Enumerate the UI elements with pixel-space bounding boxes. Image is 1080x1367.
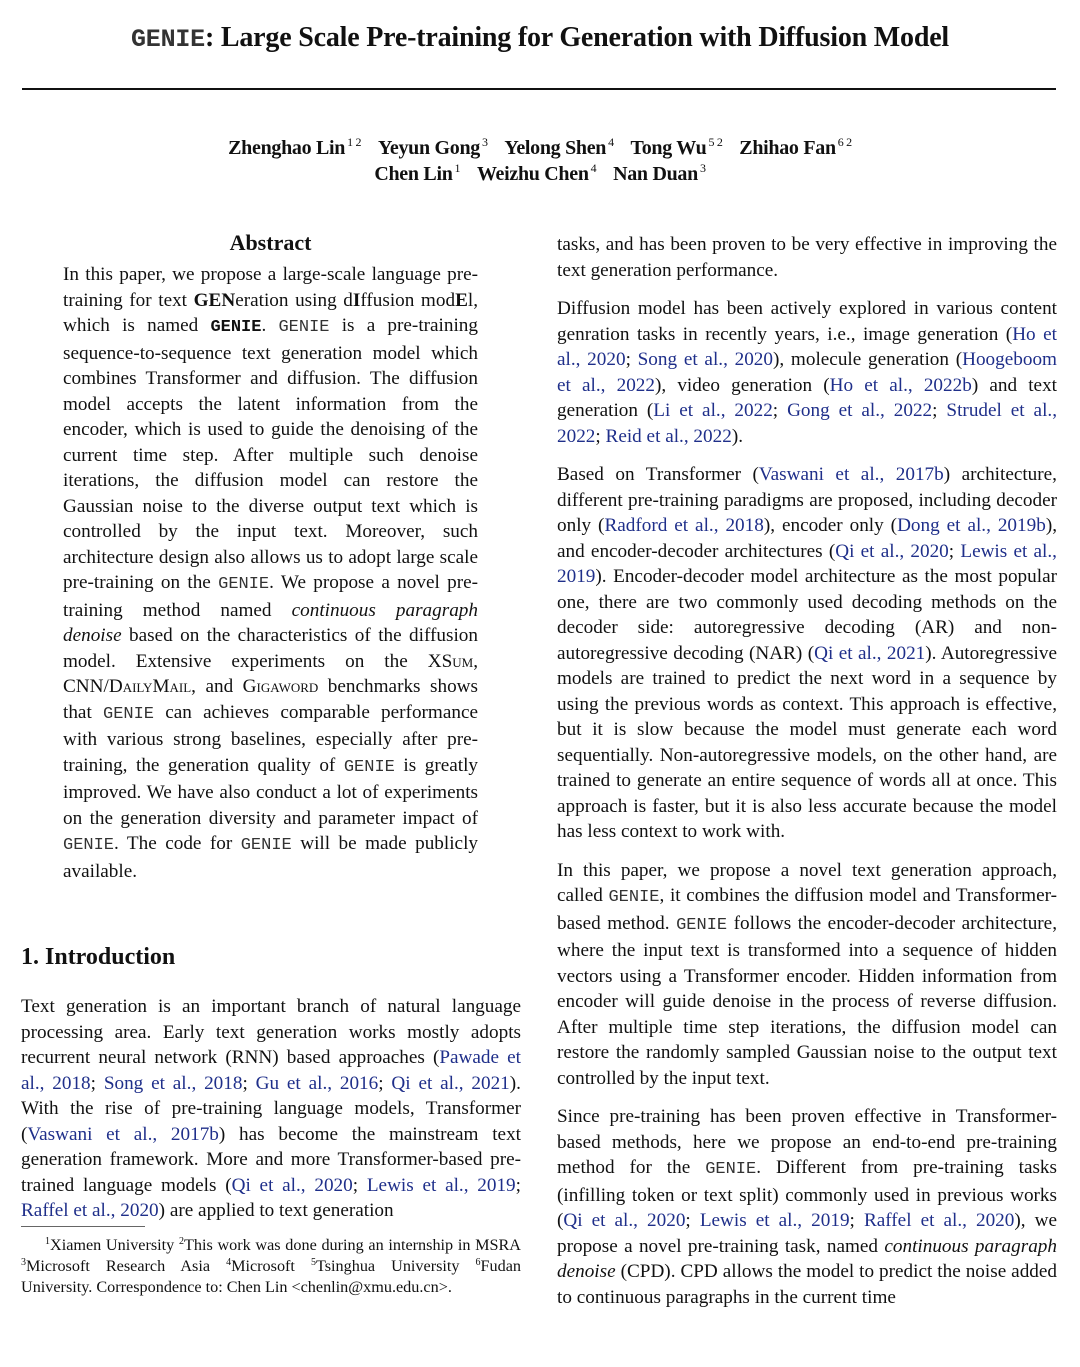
intro-paragraph: Text generation is an important branch of natural language processing area. Early text generation works mostly adopts recurrent neural network (RNN) based approaches (Pawade et al., 2018; Song et al., 2018; Gu et al., 2016; Qi et al., 2021). With the rise of pre-training language models, Transformer (Vaswani et al., 2017b) has become the mainstream text generation framework. More and more Transformer-based pre-trained language models (Qi et al., 2020; Lewis et al., 2019; Raffel et al., 2020) are applied to text generation — [21, 996, 521, 1221]
citation-link[interactable]: Raffel et al., 2020 — [863, 1210, 1015, 1231]
citation-link[interactable]: Song et al., 2020 — [637, 349, 773, 370]
genie-mono-term: GENIE — [705, 1160, 757, 1179]
footnote-marker: 1 — [45, 1236, 50, 1247]
author-affiliation: 4 — [608, 135, 614, 149]
dataset-name: XSum — [427, 650, 474, 672]
footnote-divider — [21, 1226, 145, 1227]
intro-paragraph: Since pre-training has been proven effective in Transformer-based methods, here we propose an end-to-end pre-training method for the GENIE. Different from pre-training tasks (infilling token or text split) commonly used in previous works (Qi et al., 2020; Lewis et al., 2019; Raffel et al., 2020), we propose a novel pre-training task, named continuous paragraph denoise (CPD). CPD allows the model to predict the noise added to continuous paragraphs in the current time — [557, 1106, 1057, 1308]
author: Zhihao Fan $^{6 2}$ — [739, 135, 852, 159]
footnote-marker: 6 — [475, 1257, 481, 1268]
author: Yeyun Gong $^3$ — [377, 135, 488, 159]
bold-text: GEN — [193, 289, 236, 311]
author: Nan Duan $^3$ — [613, 161, 706, 185]
genie-mono-term: GENIE — [343, 757, 395, 777]
citation-link[interactable]: Qi et al., 2021 — [391, 1072, 510, 1094]
citation-link[interactable]: Strudel et al., 2022 — [557, 400, 1057, 447]
author-affiliation: 6 2 — [837, 135, 852, 149]
section-heading-introduction: 1. Introduction — [21, 944, 176, 970]
citation-link[interactable]: Qi et al., 2021 — [814, 642, 926, 664]
citation-link[interactable]: Reid et al., 2022 — [605, 425, 732, 447]
citation-link[interactable]: Pawade et al., 2018 — [21, 1047, 521, 1094]
title-genie-mono: GENIE — [130, 25, 205, 54]
citation-link[interactable]: Lewis et al., 2019 — [557, 540, 1057, 587]
affiliation-footnote: $^1$Xiamen University $^2$This work was done during an internship in MSRA $^3$Microsoft Research Asia $^4$Microsoft $^5$Tsinghua University $^6$Fudan University. Correspondence to: Chen Lin <chenlin@xmu.edu.cn>. — [21, 1236, 521, 1296]
footnote-marker: 5 — [310, 1257, 316, 1268]
citation-link[interactable]: Ho et al., 2020 — [557, 323, 1057, 370]
title-text: : Large Scale Pre-training for Generation with Diffusion Model — [204, 22, 950, 53]
citation-link[interactable]: Raffel et al., 2020 — [21, 1200, 159, 1221]
genie-mono-term: GENIE — [218, 575, 270, 594]
italic-text: continuous paragraph denoise — [63, 599, 478, 646]
author-line-2 — [0, 161, 1080, 187]
citation-link[interactable]: Vaswani et al., 2017b — [27, 1123, 219, 1145]
abstract-heading: Abstract — [229, 230, 312, 255]
genie-mono-term: GENIE — [63, 836, 115, 855]
citation-link[interactable]: Gong et al., 2022 — [787, 400, 933, 421]
citation-link[interactable]: Ho et al., 2022b — [829, 374, 972, 396]
citation-link[interactable]: Lewis et al., 2019 — [366, 1174, 516, 1196]
dataset-name: CNN/DailyMail — [63, 676, 192, 697]
citation-link[interactable]: Radford et al., 2018 — [604, 515, 764, 536]
genie-mono-term: GENIE — [278, 318, 330, 337]
citation-link[interactable]: Li et al., 2022 — [653, 400, 773, 421]
author: Yelong Shen $^4$ — [504, 135, 614, 159]
footnote-marker: 4 — [226, 1257, 232, 1268]
abstract-section — [63, 230, 478, 884]
genie-mono-term: GENIE — [608, 888, 660, 907]
footnote-marker: 3 — [21, 1257, 26, 1268]
intro-paragraph: Diffusion model has been actively explored in various content genration tasks in recently years, i.e., image generation (Ho et al., 2020; Song et al., 2020), molecule generation (Hoogeboom et al., 2022), video generation (Ho et al., 2022b) and text generation (Li et al., 2022; Gong et al., 2022; Strudel et al., 2022; Reid et al., 2022). — [557, 298, 1057, 447]
genie-mono-term: GENIE — [676, 915, 728, 935]
author: Zhenghao Lin $^{1 2}$ — [228, 135, 362, 159]
citation-link[interactable]: Qi et al., 2020 — [563, 1210, 686, 1231]
abstract-paragraph: In this paper, we propose a large-scale language pre-training for text GENeration using dIffusion modEl, which is named GENIE. GENIE is a pre-training sequence-to-sequence text generation model which combines Transformer and diffusion. The diffusion model accepts the latent information from the encoder, which is used to guide the denoising of the current time step. After multiple such denoise iterations, the diffusion model can restore the Gaussian noise to the diverse output text which is controlled by the input text. Moreover, such architecture design also allows us to adopt large scale pre-training on the GENIE. We propose a novel pre-training method named continuous paragraph denoise based on the characteristics of the diffusion model. Extensive experiments on the XSum, CNN/DailyMail, and Gigaword benchmarks shows that GENIE can achieves comparable performance with various strong baselines, especially after pre-training, the generation quality of GENIE is greatly improved. We have also conduct a lot of experiments on the generation diversity and parameter impact of GENIE. The code for GENIE will be made publicly available. — [63, 264, 479, 882]
genie-mono-term: GENIE — [210, 318, 262, 337]
footnote-marker: 2 — [178, 1236, 184, 1247]
right-column-introduction — [557, 232, 1057, 1323]
citation-link[interactable]: Qi et al., 2020 — [835, 540, 949, 562]
author-affiliation: 4 — [590, 161, 597, 175]
bold-text: E — [455, 289, 468, 311]
dataset-name: Gigaword — [242, 676, 319, 697]
genie-mono-term: GENIE — [240, 836, 292, 855]
citation-link[interactable]: Gu et al., 2016 — [255, 1072, 379, 1094]
intro-paragraph: tasks, and has been proven to be very effective in improving the text generation performance. — [557, 234, 1057, 281]
citation-link[interactable]: Lewis et al., 2019 — [699, 1210, 850, 1231]
author-affiliation: 3 — [481, 135, 488, 149]
italic-text: continuous paragraph denoise — [557, 1235, 1057, 1282]
genie-mono-term: GENIE — [103, 704, 155, 724]
author-list — [0, 135, 1080, 187]
citation-link[interactable]: Vaswani et al., 2017b — [758, 464, 944, 485]
author-affiliation: 5 2 — [708, 135, 723, 149]
author-affiliation: 1 2 — [347, 135, 362, 149]
citation-link[interactable]: Qi et al., 2020 — [231, 1174, 353, 1196]
author: Tong Wu $^{5 2}$ — [630, 135, 723, 159]
intro-paragraph: Based on Transformer (Vaswani et al., 2017b) architecture, different pre-training paradigms are proposed, including decoder only (Radford et al., 2018), encoder only (Dong et al., 2019b), and encoder-decoder architectures (Qi et al., 2020; Lewis et al., 2019). Encoder-decoder model architecture as the most popular one, there are two commonly used decoding methods on the decoder side: autoregressive decoding (AR) and non-autoregressive decoding (NAR) (Qi et al., 2021). Autoregressive models are trained to predict the next word in a sequence by using the previous words as context. This approach is effective, but it is slow because the model must generate each word sequentially. Non-autoregressive models, on the other hand, are trained to generate an entire sequence of words all at once. This approach is faster, but it is also less accurate because the model has less context to work with. — [557, 464, 1057, 842]
bold-text: I — [352, 289, 361, 311]
author-affiliation: 3 — [699, 161, 706, 175]
citation-link[interactable]: Song et al., 2018 — [103, 1072, 243, 1094]
introduction-section — [21, 940, 521, 1224]
author-affiliation: 1 — [454, 161, 461, 175]
intro-paragraph: In this paper, we propose a novel text generation approach, called GENIE, it combines the diffusion model and Transformer-based method. GENIE follows the encoder-decoder architecture, where the input text is transformed into a sequence of hidden vectors using a Transformer encoder. Hidden information from encoder will guide denoise in the process of reverse diffusion. After multiple time step iterations, the diffusion model can restore the randomly sampled Gaussian noise to the output text controlled by the input text. — [557, 859, 1057, 1089]
paper-title — [0, 22, 1080, 54]
citation-link[interactable]: Dong et al., 2019b — [897, 515, 1046, 536]
author: Weizhu Chen $^4$ — [476, 161, 597, 185]
title-rule-divider — [22, 88, 1056, 90]
citation-link[interactable]: Hoogeboom et al., 2022 — [557, 349, 1057, 396]
author-line-1 — [0, 135, 1080, 161]
author: Chen Lin $^1$ — [374, 161, 461, 185]
